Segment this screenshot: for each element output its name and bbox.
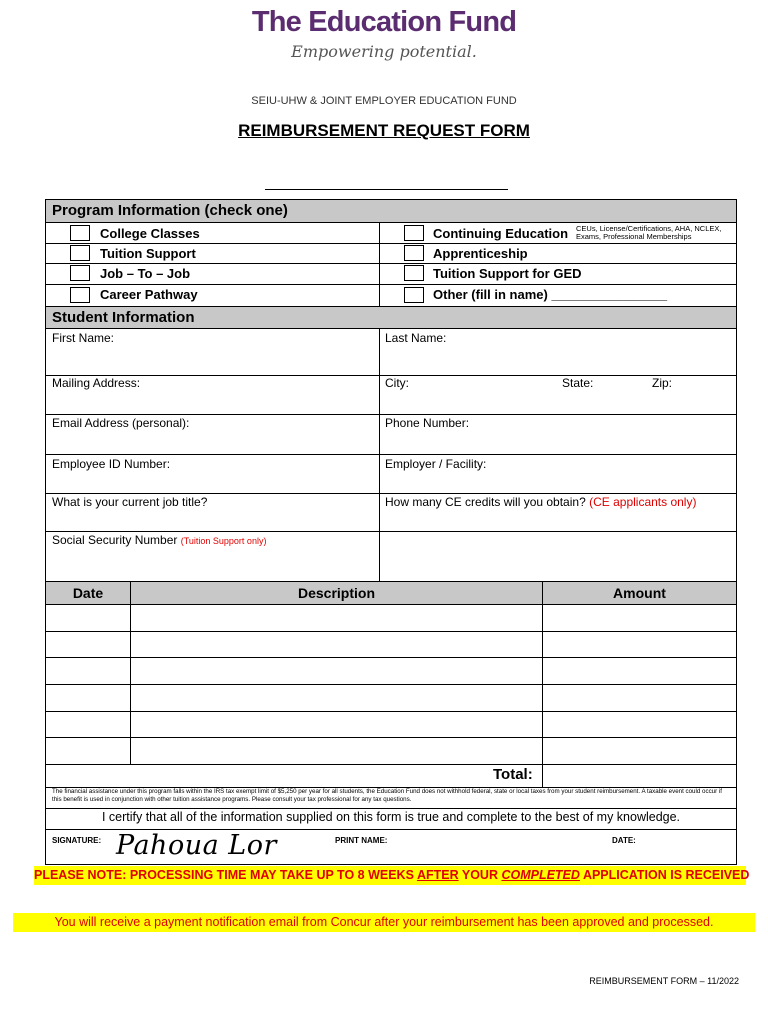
ce-credits-label: How many CE credits will you obtain? (385, 495, 586, 509)
print-name-label[interactable]: PRINT NAME: (335, 836, 388, 845)
footer-form-id: REIMBURSEMENT FORM – 11/2022 (589, 976, 739, 986)
email-field[interactable]: Email Address (personal): (52, 416, 190, 430)
notice-text: PLEASE NOTE: PROCESSING TIME MAY TAKE UP TO 8 WEEKS (34, 868, 417, 882)
divider (379, 223, 380, 306)
table-row[interactable] (45, 684, 737, 685)
career-pathway-checkbox[interactable] (70, 287, 90, 303)
table-row[interactable] (45, 711, 737, 712)
divider (45, 493, 737, 494)
ce-credits-note: (CE applicants only) (589, 495, 697, 509)
option-college-classes: College Classes (100, 226, 200, 241)
table-row[interactable] (45, 657, 737, 658)
tuition-support-checkbox[interactable] (70, 245, 90, 261)
option-apprenticeship: Apprenticeship (433, 246, 528, 261)
notice-emphasis-after: AFTER (416, 868, 459, 882)
mailing-address-field[interactable]: Mailing Address: (52, 376, 141, 390)
logo-title: The Education Fund (251, 6, 517, 38)
zip-field[interactable]: Zip: (652, 376, 673, 390)
date-column-header: Date (72, 585, 104, 601)
apprenticeship-checkbox[interactable] (404, 245, 424, 261)
organization-name: SEIU-UHW & JOINT EMPLOYER EDUCATION FUND (251, 95, 517, 107)
city-field[interactable]: City: (385, 376, 409, 390)
description-column-header: Description (297, 585, 375, 601)
amount-column-header: Amount (613, 585, 666, 601)
divider (45, 808, 737, 809)
job-title-field[interactable]: What is your current job title? (52, 495, 208, 509)
student-section-header (45, 306, 737, 329)
signature-value[interactable]: Pahoua Lor (116, 830, 277, 861)
college-classes-checkbox[interactable] (70, 225, 90, 241)
divider (45, 414, 737, 415)
ssn-note: (Tuition Support only) (180, 536, 267, 546)
state-field[interactable]: State: (562, 376, 594, 390)
table-row[interactable] (45, 764, 737, 765)
total-label: Total: (493, 766, 533, 783)
blank-line (265, 189, 508, 190)
student-heading: Student Information (52, 309, 195, 326)
option-career-pathway: Career Pathway (100, 287, 198, 302)
program-heading: Program Information (check one) (52, 202, 288, 219)
ssn-label: Social Security Number (52, 533, 178, 547)
processing-time-notice (34, 866, 750, 885)
option-tuition-support: Tuition Support (100, 246, 196, 261)
tax-disclaimer: The financial assistance under this program falls within the IRS tax exempt limit of $5,250 per year for all students, the Education Fund does not withhold federal, state or local taxes from your student reimbursement. A taxable event could occur if this benefit is used in conjunction with other tuition assistance programs. Please consult your tax professional for any tax questions. (52, 788, 722, 803)
ssn-field[interactable] (52, 533, 266, 547)
divider (45, 454, 737, 455)
table-row[interactable] (45, 737, 737, 738)
divider (45, 243, 737, 244)
job-to-job-checkbox[interactable] (70, 265, 90, 281)
other-checkbox[interactable] (404, 287, 424, 303)
program-section-header (45, 199, 737, 223)
option-tuition-support-ged: Tuition Support for GED (433, 266, 582, 281)
continuing-education-checkbox[interactable] (404, 225, 424, 241)
logo-tagline: Empowering potential. (291, 42, 477, 61)
signature-label: SIGNATURE: (52, 836, 102, 845)
payment-notification-notice: You will receive a payment notification email from Concur after your reimbursement has been approved and processed. (13, 913, 755, 932)
phone-field[interactable]: Phone Number: (385, 416, 470, 430)
certification-statement: I certify that all of the information supplied on this form is true and complete to the best of my knowledge. (101, 810, 681, 824)
option-job-to-job: Job – To – Job (100, 266, 191, 281)
divider (379, 329, 380, 581)
divider (45, 263, 737, 264)
employer-field[interactable]: Employer / Facility: (385, 457, 487, 471)
first-name-field[interactable]: First Name: (52, 331, 115, 345)
employee-id-field[interactable]: Employee ID Number: (52, 457, 171, 471)
divider (45, 531, 737, 532)
divider (542, 764, 543, 787)
option-other: Other (fill in name) ________________ (433, 287, 668, 302)
notice-text: APPLICATION IS RECEIVED (579, 868, 750, 882)
divider (45, 284, 737, 285)
tuition-support-ged-checkbox[interactable] (404, 265, 424, 281)
date-label[interactable]: DATE: (612, 836, 636, 845)
last-name-field[interactable]: Last Name: (385, 331, 447, 345)
notice-emphasis-completed: COMPLETED (501, 868, 580, 882)
ce-credits-field[interactable] (385, 495, 696, 509)
notice-text: YOUR (458, 868, 502, 882)
ce-note: CEUs, License/Certifications, AHA, NCLEX, Exams, Professional Memberships (576, 224, 722, 241)
table-row[interactable] (45, 631, 737, 632)
form-title: REIMBURSEMENT REQUEST FORM (238, 121, 530, 140)
option-continuing-education: Continuing Education (433, 226, 569, 241)
